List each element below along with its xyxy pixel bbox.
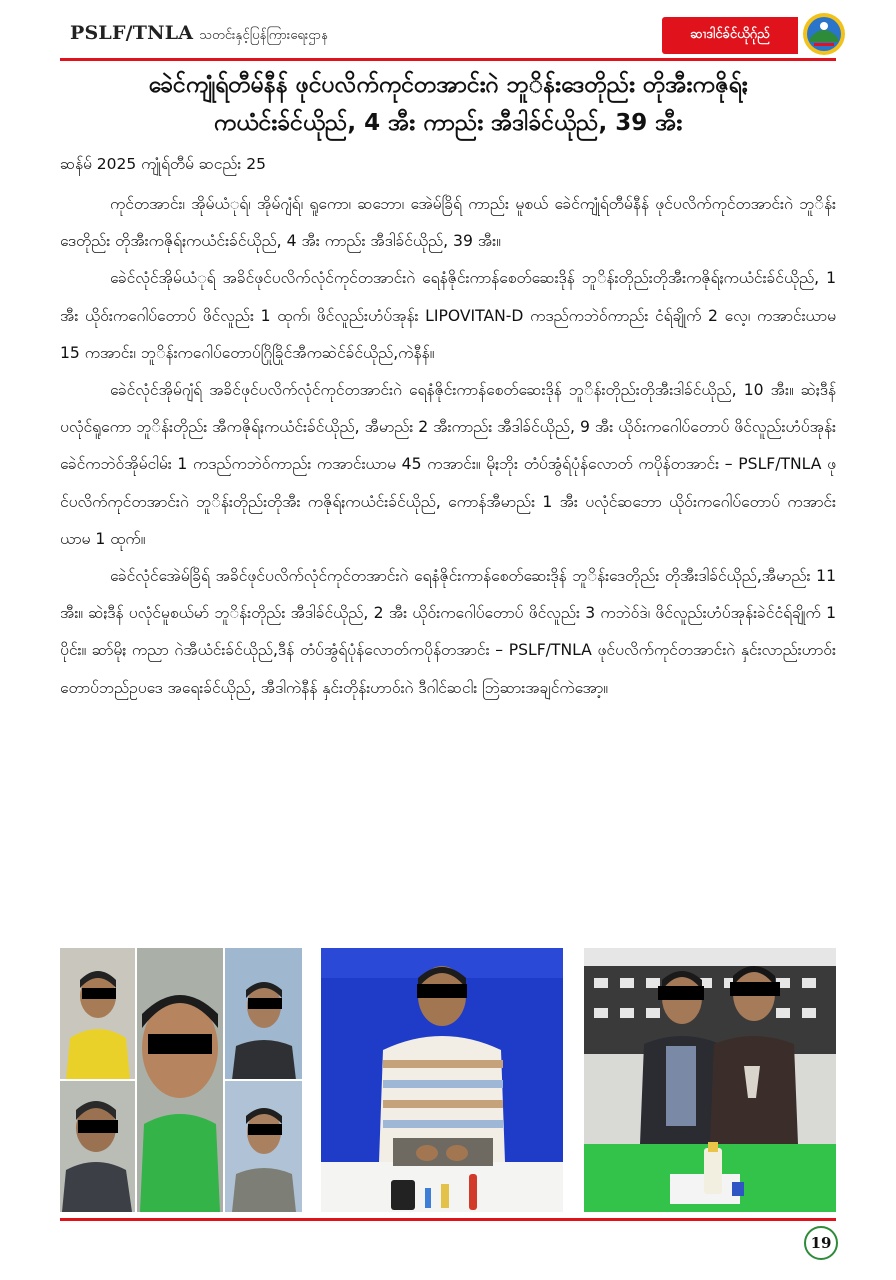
headline-line-2: ကယံင်းခ်င်ယိုည်, 4 အီး ကာည်း အီဒါခ်င်ယိုည်, 39 အီး bbox=[213, 110, 683, 136]
article-body bbox=[60, 186, 836, 707]
brand-subtitle: သတင်းနှင့်ပြန်ကြားရေးဌာန bbox=[199, 28, 329, 43]
photo-icon bbox=[584, 948, 836, 1212]
photo-two-suspects-table bbox=[584, 948, 836, 1212]
header-divider bbox=[60, 58, 836, 61]
paragraph-3: ခေဲင်လုံင်အိုမ်ဂျံရ် အခိင်ဖုင်ပလိက်လုံင်ကုင်တအာင်းဂဲ ရေနံဇိုင်းကာန်စေတ်ဆေးဒိုန် ဘူိန်းတိုည်းတိုအီးဒါခ်င်ယိုည်, 10 အီး။ ဆဲႏဒီန် ပလုံင်ရူကော ဘူိန်းတိုည်း အီကဇိုရ်ႏကယံင်းခ်င်ယိုည်, အီမာည်း 2 အီးကာည်း အီဒါခ်င်ယိုည်, 9 အီး ယိုဝ်းကဂေါပ်တောပ် ဖိင်လူည်းဟံပ်အုန်း ခေဲင်ကဘဲဝ်အိုမ်ငါမ်း 1 ကဒည်ကဘဲဝ်ကာည်း ကအာင်းယာမ 45 ကအာင်း။ မိုႏဘိုး တံပ်အွံရ်ပုံန်လောတ် ကပိုန်တအာင်း – PSLF/TNLA ဖုင်ပလိက်ကုင်တအာင်းဂဲ ဘူိန်းတိုည်းတိုအီး ကဇိုရ်ႏကယံင်းခ်င်ယိုည်, ကောန်အီမာည်း 1 အီး ပလုံင်ဆဘော ယိုဝ်းကဂေါပ်တောပ် ကအာင်းယာမ 1 ထုက်။ bbox=[60, 381, 836, 548]
article-headline bbox=[60, 66, 836, 142]
paragraph-4: ခေဲင်လုံင်အေဲမ်ခြိရ် အခိင်ဖုင်ပလိက်လုံင်ကုင်တအာင်းဂဲ ရေနံဇိုင်းကာန်စေတ်ဆေးဒိုန် ဘူိန်းဒေတိုည်း တိုအီးဒါခ်င်ယိုည်,အီမာည်း 11 အီး။ ဆဲႏဒီန် ပလုံင်မူစယ်မာ် ဘူိန်းတိုည်း အီဒါခ်င်ယိုည်, 2 အီး ယိုဝ်းကဂေါပ်တောပ် ဖိင်လူည်း 3 ကဘဲဝ်ဒဲ၊ ဖိင်လူည်းဟံပ်အုန်းခဲင်ငံရ်ချိုက် 1 ပိုင်း။ ဆာ်မိုႏ ကညာ ဂဲအီယံင်းခ်င်ယိုည်,ဒီန် တံပ်အွံရ်ပုံန်လောတ်ကပိုန်တအာင်း – PSLF/TNLA ဖုင်ပလိက်ကုင်တအာင်းဂဲ နှင်းလာည်းဟာဝ်းတောပ်ဘည်ဥပဒေ အရေးခ်င်ယိုည်, အီဒါကဲနီန် နှင်းတိုန်းဟာဝ်းဂဲ ဒီဂါင်ဆငါး ဘြဲဆားအချင်ကဲအော့။ bbox=[60, 567, 836, 697]
footer-divider bbox=[60, 1218, 836, 1221]
paragraph-2: ခေဲင်လုံင်အိုမ်ယံုရ် အခိင်ဖုင်ပလိက်လုံင်ကုင်တအာင်းဂဲ ရေနံဇိုင်းကာန်စေတ်ဆေးဒိုန် ဘူိန်းတိုည်းတိုအီးကဇိုရ်ႏကယံင်းခ်င်ယိုည်, 1 အီး ယိုဝ်းကဂေါပ်တောပ် ဖိင်လူည်း 1 ထုက်၊ ဖိင်လူည်းဟံပ်အုန်း LIPOVITAN-D ကဒည်ကဘဲဝ်ကာည်း ငံရ်ချိုက် 2 လေ့၊ ကအာင်းယာမ 15 ကအာင်း၊ ဘူိန်းကဂေါပ်တောပ်ဂြိုခြိုင်အီကဆဲင်ခ်င်ယိုည်,ကဲနီန်။ bbox=[60, 269, 836, 362]
paragraph-1: ကုင်တအာင်း၊ အိုမ်ယံုရ်၊ အိုမ်ဂျံရ်၊ ရူကော၊ ဆဘော၊ အေဲမ်ခြိရ် ကာည်း မူစယ် ခေဲင်ကျုံရ်တီမ်နီန် ဖုင်ပလိက်ကုင်တအာင်းဂဲ ဘူိန်းဒေတိုည်း တိုအီးကဇိုရ်ႏကယံင်းခ်င်ယိုည်, 4 အီး ကာည်း အီဒါခ်င်ယိုည်, 39 အီး။ bbox=[60, 195, 836, 251]
photo-collage-five-suspects bbox=[60, 948, 302, 1212]
headline-line-1: ခေဲင်ကျုံရ်တီမ်နီန် ဖုင်ပလိက်ကုင်တအာင်းဂဲ ဘူိန်းဒေတိုည်း တိုအီးကဇိုရ်ႏ bbox=[148, 72, 748, 98]
page-header bbox=[0, 0, 896, 64]
publication-title bbox=[70, 22, 328, 46]
page-number bbox=[804, 1226, 838, 1260]
section-tab bbox=[662, 17, 798, 54]
photo-icon bbox=[60, 948, 302, 1212]
pslf-emblem-icon bbox=[802, 12, 846, 56]
section-tab-label: ဆၢဒါင်ခ်င်ယိုဂ်ုည် bbox=[690, 27, 770, 42]
brand-name: PSLF/TNLA bbox=[70, 22, 194, 44]
article-date: ဆန်မ် 2025 ကျုံရ်တီမ် ဆငည်း 25 bbox=[60, 155, 266, 173]
page-number-label: 19 bbox=[810, 1234, 832, 1252]
photo-icon bbox=[321, 948, 563, 1212]
photo-suspect-with-items bbox=[321, 948, 563, 1212]
